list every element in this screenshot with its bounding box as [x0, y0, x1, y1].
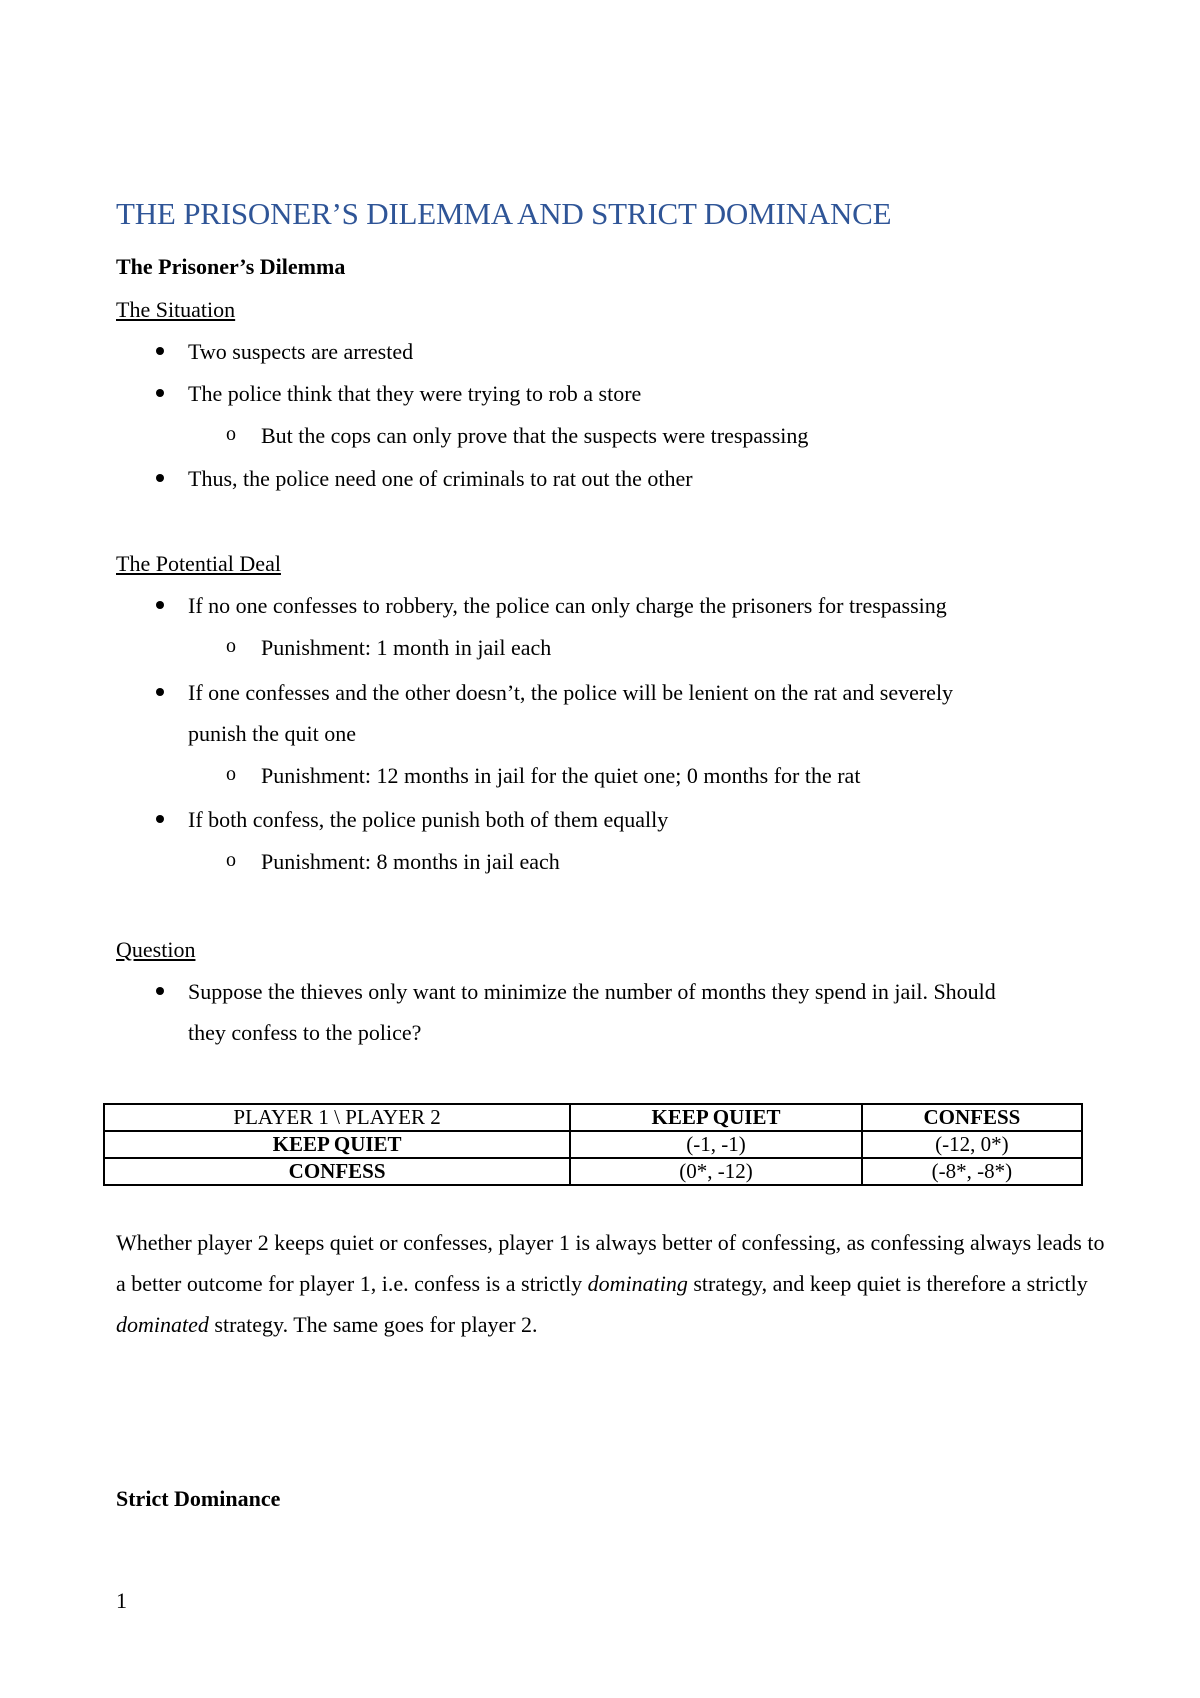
table-row	[104, 1158, 1082, 1185]
sub-bullet-icon: o	[226, 763, 236, 785]
bullet-icon	[156, 688, 164, 696]
bullet-icon	[156, 987, 164, 995]
subheading-question: Question	[116, 937, 196, 962]
deal-bullet-2-line-2: punish the quit one	[188, 721, 357, 746]
table-header-row	[104, 1104, 1082, 1131]
table-cell: (0*, -12)	[570, 1158, 862, 1185]
conclusion-em-dominating: dominating	[587, 1271, 688, 1296]
deal-bullet-1: If no one confesses to robbery, the police can only charge the prisoners for trespassing	[188, 593, 947, 618]
section-heading-strict-dominance: Strict Dominance	[116, 1486, 281, 1511]
table-cell: (-1, -1)	[570, 1131, 862, 1158]
conclusion-text-1: Whether player 2 keeps quiet or confesses, player 1 is always better of confessing, as confessing always leads to a better outcome for player 1, i.e. confess is a strictly	[116, 1230, 1105, 1296]
deal-bullet-2-line-1: If one confesses and the other doesn’t, the police will be lenient on the rat and severely	[188, 680, 954, 705]
deal-sub-bullet-2: Punishment: 12 months in jail for the quiet one; 0 months for the rat	[261, 763, 861, 788]
sub-bullet-icon: o	[226, 423, 236, 445]
document-title: THE PRISONER’S DILEMMA AND STRICT DOMINANCE	[116, 196, 892, 231]
situation-bullet-2: The police think that they were trying to rob a store	[188, 381, 642, 406]
payoff-matrix-table	[103, 1103, 1083, 1186]
question-line-2: they confess to the police?	[188, 1020, 422, 1045]
deal-sub-bullet-3: Punishment: 8 months in jail each	[261, 849, 560, 874]
bullet-icon	[156, 474, 164, 482]
situation-bullet-3: Thus, the police need one of criminals to rat out the other	[188, 466, 693, 491]
table-cell: (-12, 0*)	[862, 1131, 1082, 1158]
sub-bullet-icon: o	[226, 635, 236, 657]
bullet-icon	[156, 815, 164, 823]
conclusion-paragraph	[116, 1222, 1116, 1345]
table-row	[104, 1131, 1082, 1158]
bullet-icon	[156, 347, 164, 355]
table-row-header-keep-quiet: KEEP QUIET	[104, 1131, 570, 1158]
question-line-1: Suppose the thieves only want to minimize the number of months they spend in jail. Should	[188, 979, 996, 1004]
bullet-icon	[156, 601, 164, 609]
table-corner-cell: PLAYER 1 \ PLAYER 2	[104, 1104, 570, 1131]
situation-sub-bullet-1: But the cops can only prove that the suspects were trespassing	[261, 423, 809, 448]
page-number: 1	[116, 1588, 127, 1613]
table-row-header-confess: CONFESS	[104, 1158, 570, 1185]
conclusion-text-2: strategy, and keep quiet is therefore a strictly	[687, 1271, 1088, 1296]
section-heading-prisoners-dilemma: The Prisoner’s Dilemma	[116, 254, 346, 279]
deal-sub-bullet-1: Punishment: 1 month in jail each	[261, 635, 552, 660]
table-col-header-keep-quiet: KEEP QUIET	[570, 1104, 862, 1131]
table-col-header-confess: CONFESS	[862, 1104, 1082, 1131]
conclusion-em-dominated: dominated	[116, 1312, 209, 1337]
situation-bullet-1: Two suspects are arrested	[188, 339, 414, 364]
deal-bullet-3: If both confess, the police punish both of them equally	[188, 807, 669, 832]
bullet-icon	[156, 389, 164, 397]
subheading-situation: The Situation	[116, 297, 236, 322]
sub-bullet-icon: o	[226, 849, 236, 871]
table-cell: (-8*, -8*)	[862, 1158, 1082, 1185]
conclusion-text-3: strategy. The same goes for player 2.	[208, 1312, 538, 1337]
subheading-potential-deal: The Potential Deal	[116, 551, 281, 576]
